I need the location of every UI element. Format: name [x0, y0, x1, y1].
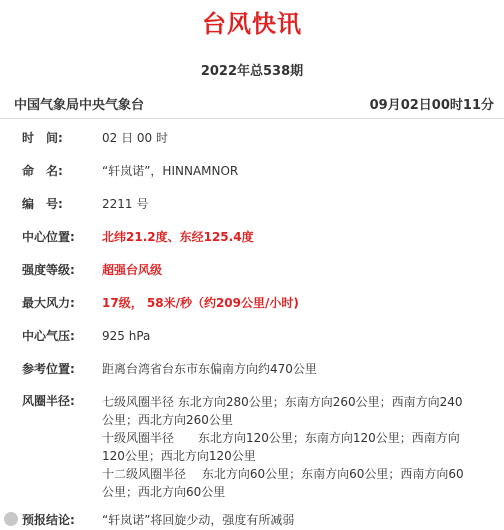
field-value: 02 日 00 时 — [102, 131, 168, 145]
field-value: 北纬21.2度、东经125.4度 — [102, 230, 254, 244]
field-value: “轩岚诺”，HINNAMNOR — [102, 164, 239, 178]
field-label: 时 间: — [22, 131, 63, 145]
wind-radius-line: 十级风圈半径 东北方向120公里；东南方向120公里；西南方向 — [102, 431, 460, 445]
agency-header — [14, 94, 494, 113]
field-pressure — [22, 328, 492, 344]
field-number — [22, 196, 492, 212]
agency-name: 中国气象局中央气象台 — [14, 98, 145, 113]
field-label: 中心气压: — [22, 329, 75, 343]
field-label: 中心位置: — [22, 230, 75, 244]
page-title: 台风快讯 — [202, 10, 302, 38]
field-label: 强度等级: — [22, 263, 75, 277]
field-value: “轩岚诺”将回旋少动，强度有所减弱 — [102, 513, 295, 527]
field-wind-radius — [22, 393, 492, 501]
divider — [0, 118, 504, 119]
field-label: 最大风力: — [22, 296, 75, 310]
field-value: 925 hPa — [102, 329, 151, 343]
field-value: 距离台湾省台东市东偏南方向约470公里 — [102, 362, 317, 376]
watermark-icon — [4, 512, 18, 526]
field-name — [22, 163, 492, 179]
wind-radius-line: 120公里；西北方向120公里 — [102, 449, 256, 463]
issue-datetime: 09月02日00时11分 — [369, 98, 494, 113]
wind-radius-text — [102, 393, 492, 501]
field-forecast — [22, 512, 492, 528]
wind-radius-line: 公里；西北方向60公里 — [102, 485, 226, 499]
field-intensity — [22, 262, 492, 278]
field-label: 命 名: — [22, 164, 63, 178]
field-label: 参考位置: — [22, 362, 75, 376]
field-center-position — [22, 229, 492, 245]
field-value: 17级， 58米/秒（约209公里/小时) — [102, 296, 299, 310]
wind-radius-line: 十二级风圈半径 东北方向60公里；东南方向60公里；西南方向60 — [102, 467, 464, 481]
field-max-wind — [22, 295, 492, 311]
field-time — [22, 130, 492, 146]
field-reference-position — [22, 361, 492, 377]
wind-radius-line: 公里；西北方向260公里 — [102, 413, 233, 427]
field-value: 2211 号 — [102, 197, 149, 211]
issue-number: 2022年总538期 — [200, 64, 304, 79]
field-label: 风圈半径: — [22, 394, 75, 408]
field-label: 编 号: — [22, 197, 63, 211]
wind-radius-line: 七级风圈半径 东北方向280公里；东南方向260公里；西南方向240 — [102, 395, 463, 409]
field-value: 超强台风级 — [102, 263, 163, 277]
field-label: 预报结论: — [22, 513, 75, 527]
